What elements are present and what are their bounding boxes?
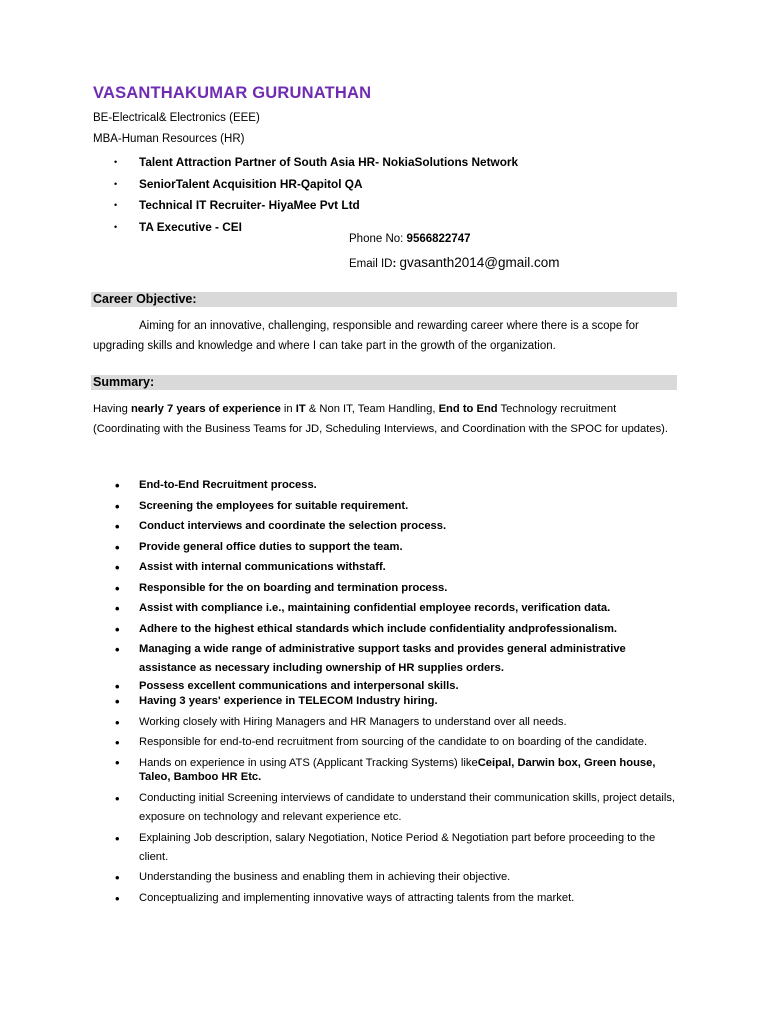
summary-point: • Assist with compliance i.e., maintaining confidential employee records, verification data. — [114, 599, 684, 618]
summary-point: • Assist with internal communications withstaff. — [114, 558, 684, 577]
summary-point: • Conducting initial Screening interviews of candidate to understand their communication skills, project details, exposure on technology and relevant experience etc. — [114, 789, 684, 827]
summary-points — [114, 476, 684, 909]
summary-point: • Provide general office duties to support the team. — [114, 538, 684, 557]
role-item: • TA Executive - CEI — [114, 218, 518, 240]
summary-point: • Adhere to the highest ethical standards which include confidentiality andprofessionalism. — [114, 620, 684, 639]
summary-point: • Responsible for the on boarding and termination process. — [114, 579, 684, 598]
summary-intro-emphasis: nearly 7 years of experience — [130, 403, 281, 415]
summary-point: • End-to-End Recruitment process. — [114, 476, 684, 495]
ats-tools: Ceipal, Darwin box, Green house, Taleo, Bamboo HR Etc. — [139, 757, 656, 783]
summary-point: • Understanding the business and enabling them in achieving their objective. — [114, 868, 684, 887]
career-objective-heading: Career Objective: — [91, 292, 677, 307]
email-line — [349, 255, 560, 270]
summary-intro-text: & Non IT, Team Handling, — [305, 403, 439, 415]
summary-intro-text: Having — [93, 403, 131, 415]
career-objective-text: Aiming for an innovative, challenging, responsible and rewarding career where there is a scope for upgrading skills and knowledge and where I can take part in the growth of the organization. — [93, 320, 639, 352]
phone-value: 9566822747 — [406, 233, 471, 245]
email-value: gvasanth2014@gmail.com — [399, 255, 560, 270]
summary-point-ats — [114, 756, 684, 784]
ats-text: Hands on experience in using ATS (Applicant Tracking Systems) like — [139, 757, 478, 769]
degree-mba: MBA-Human Resources (HR) — [93, 133, 245, 145]
role-item: • Talent Attraction Partner of South Asia HR- NokiaSolutions Network — [114, 153, 518, 175]
summary-intro-emphasis: End to End — [438, 403, 498, 415]
summary-point: • Responsible for end-to-end recruitment from sourcing of the candidate to on boarding of the candidate. — [114, 733, 684, 752]
summary-point: • Having 3 years' experience in TELECOM Industry hiring. — [114, 695, 684, 708]
summary-intro — [93, 399, 683, 439]
summary-point: • Managing a wide range of administrative support tasks and provides general administrative assistance as necessary including ownership of HR supplies orders. — [114, 640, 684, 678]
summary-point: • Working closely with Hiring Managers and HR Managers to understand over all needs. — [114, 713, 684, 732]
phone-label: Phone No: — [349, 233, 407, 245]
summary-heading: Summary: — [91, 375, 677, 390]
role-list — [114, 153, 518, 239]
role-item: • SeniorTalent Acquisition HR-Qapitol QA — [114, 175, 518, 197]
summary-point: • Conduct interviews and coordinate the selection process. — [114, 517, 684, 536]
phone-line — [349, 233, 471, 245]
candidate-name: VASANTHAKUMAR GURUNATHAN — [93, 84, 372, 102]
summary-point: • Screening the employees for suitable requirement. — [114, 497, 684, 516]
summary-point: • Conceptualizing and implementing innovative ways of attracting talents from the market. — [114, 889, 684, 908]
role-item: • Technical IT Recruiter- HiyaMee Pvt Ltd — [114, 196, 518, 218]
summary-intro-text: in — [280, 403, 296, 415]
email-colon: : — [392, 258, 400, 270]
summary-intro-emphasis: IT — [295, 403, 306, 415]
summary-point: • Explaining Job description, salary Negotiation, Notice Period & Negotiation part before proceeding to the client. — [114, 829, 684, 867]
summary-point: • Possess excellent communications and interpersonal skills. — [114, 680, 684, 693]
summary-intro-text: Technology recruitment (Coordinating with the Business Teams for JD, Scheduling Interviews, and Coordination with the SPOC for updates). — [93, 403, 668, 435]
degree-be: BE-Electrical& Electronics (EEE) — [93, 112, 260, 124]
email-label: Email ID — [349, 258, 393, 270]
